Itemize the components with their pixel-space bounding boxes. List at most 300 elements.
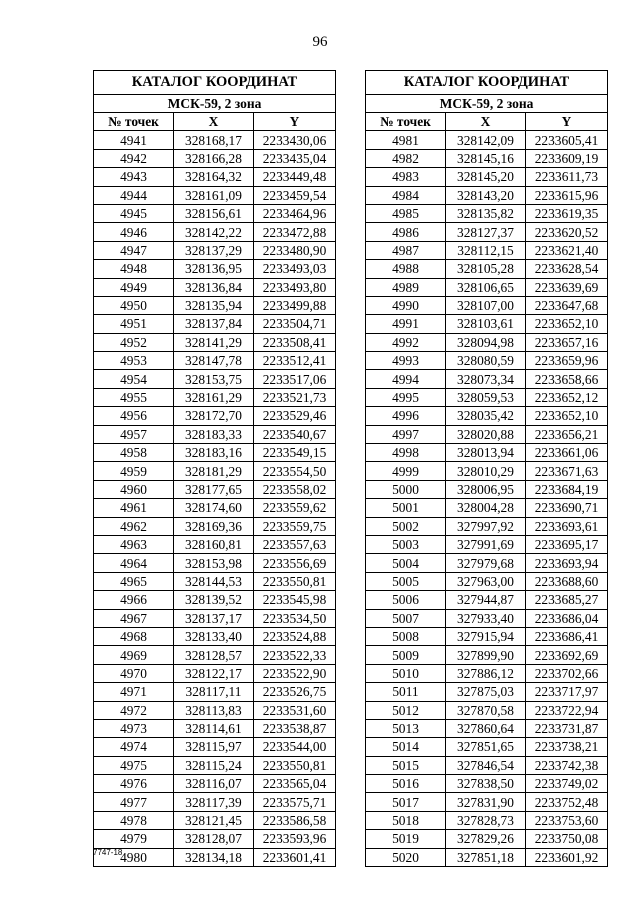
table-row [366, 793, 608, 811]
x-coordinate-cell: 328073,34 [446, 370, 526, 388]
y-coordinate-cell: 2233685,27 [526, 591, 608, 609]
table-row [366, 738, 608, 756]
column-header-point-number: № точек [366, 113, 446, 131]
point-number-cell: 5011 [366, 683, 446, 701]
x-coordinate-cell: 328166,28 [174, 149, 254, 167]
x-coordinate-cell: 328137,29 [174, 241, 254, 259]
y-coordinate-cell: 2233609,19 [526, 149, 608, 167]
table-row [366, 591, 608, 609]
x-coordinate-cell: 328177,65 [174, 480, 254, 498]
point-number-cell: 4973 [94, 719, 174, 737]
table-row [366, 646, 608, 664]
x-coordinate-cell: 328137,84 [174, 315, 254, 333]
point-number-cell: 4994 [366, 370, 446, 388]
table-row [366, 554, 608, 572]
x-coordinate-cell: 328133,40 [174, 627, 254, 645]
x-coordinate-cell: 328142,22 [174, 223, 254, 241]
table-row [94, 793, 336, 811]
point-number-cell: 4947 [94, 241, 174, 259]
x-coordinate-cell: 328121,45 [174, 811, 254, 829]
y-coordinate-cell: 2233557,63 [254, 535, 336, 553]
y-coordinate-cell: 2233549,15 [254, 444, 336, 462]
table-row [366, 499, 608, 517]
table-row [94, 646, 336, 664]
table-row [94, 701, 336, 719]
x-coordinate-cell: 327831,90 [446, 793, 526, 811]
y-coordinate-cell: 2233688,60 [526, 572, 608, 590]
x-coordinate-cell: 328080,59 [446, 352, 526, 370]
x-coordinate-cell: 328059,53 [446, 388, 526, 406]
y-coordinate-cell: 2233565,04 [254, 775, 336, 793]
y-coordinate-cell: 2233538,87 [254, 719, 336, 737]
y-coordinate-cell: 2233753,60 [526, 811, 608, 829]
y-coordinate-cell: 2233686,04 [526, 609, 608, 627]
point-number-cell: 5016 [366, 775, 446, 793]
point-number-cell: 4961 [94, 499, 174, 517]
point-number-cell: 4952 [94, 333, 174, 351]
x-coordinate-cell: 328134,18 [174, 848, 254, 866]
x-coordinate-cell: 328137,17 [174, 609, 254, 627]
point-number-cell: 5003 [366, 535, 446, 553]
table-row [94, 444, 336, 462]
y-coordinate-cell: 2233575,71 [254, 793, 336, 811]
point-number-cell: 5020 [366, 848, 446, 866]
point-number-cell: 4967 [94, 609, 174, 627]
x-coordinate-cell: 328122,17 [174, 664, 254, 682]
catalog-title: КАТАЛОГ КООРДИНАТ [366, 71, 608, 95]
x-coordinate-cell: 328107,00 [446, 296, 526, 314]
y-coordinate-cell: 2233554,50 [254, 462, 336, 480]
x-coordinate-cell: 328136,84 [174, 278, 254, 296]
x-coordinate-cell: 328127,37 [446, 223, 526, 241]
point-number-cell: 4995 [366, 388, 446, 406]
point-number-cell: 5001 [366, 499, 446, 517]
y-coordinate-cell: 2233742,38 [526, 756, 608, 774]
y-coordinate-cell: 2233593,96 [254, 830, 336, 848]
x-coordinate-cell: 328160,81 [174, 535, 254, 553]
x-coordinate-cell: 328135,82 [446, 204, 526, 222]
x-coordinate-cell: 327860,64 [446, 719, 526, 737]
table-row [94, 811, 336, 829]
catalog-subtitle: МСК-59, 2 зона [94, 95, 336, 113]
point-number-cell: 5015 [366, 756, 446, 774]
x-coordinate-cell: 328164,32 [174, 168, 254, 186]
table-row [94, 149, 336, 167]
table-row [366, 775, 608, 793]
point-number-cell: 4997 [366, 425, 446, 443]
point-number-cell: 4987 [366, 241, 446, 259]
x-coordinate-cell: 328161,29 [174, 388, 254, 406]
table-row [366, 388, 608, 406]
y-coordinate-cell: 2233752,48 [526, 793, 608, 811]
point-number-cell: 5005 [366, 572, 446, 590]
y-coordinate-cell: 2233661,06 [526, 444, 608, 462]
catalog-subtitle: МСК-59, 2 зона [366, 95, 608, 113]
y-coordinate-cell: 2233695,17 [526, 535, 608, 553]
table-row [94, 572, 336, 590]
point-number-cell: 4980 [94, 848, 174, 866]
x-coordinate-cell: 328147,78 [174, 352, 254, 370]
table-row [366, 535, 608, 553]
column-header-x: X [174, 113, 254, 131]
point-number-cell: 4955 [94, 388, 174, 406]
y-coordinate-cell: 2233544,00 [254, 738, 336, 756]
y-coordinate-cell: 2233684,19 [526, 480, 608, 498]
table-row [94, 627, 336, 645]
table-row [366, 462, 608, 480]
point-number-cell: 4972 [94, 701, 174, 719]
table-row [94, 664, 336, 682]
y-coordinate-cell: 2233559,62 [254, 499, 336, 517]
point-number-cell: 5000 [366, 480, 446, 498]
point-number-cell: 4948 [94, 260, 174, 278]
table-row [94, 388, 336, 406]
y-coordinate-cell: 2233480,90 [254, 241, 336, 259]
table-row [366, 333, 608, 351]
x-coordinate-cell: 328020,88 [446, 425, 526, 443]
document-code: 7747-18 [93, 848, 123, 857]
x-coordinate-cell: 327851,18 [446, 848, 526, 866]
table-row [366, 168, 608, 186]
table-row [94, 756, 336, 774]
x-coordinate-cell: 328136,95 [174, 260, 254, 278]
x-coordinate-cell: 328174,60 [174, 499, 254, 517]
y-coordinate-cell: 2233671,63 [526, 462, 608, 480]
coordinate-catalog-right [365, 70, 608, 867]
point-number-cell: 4974 [94, 738, 174, 756]
y-coordinate-cell: 2233611,73 [526, 168, 608, 186]
y-coordinate-cell: 2233693,94 [526, 554, 608, 572]
catalog-title: КАТАЛОГ КООРДИНАТ [94, 71, 336, 95]
x-coordinate-cell: 328106,65 [446, 278, 526, 296]
x-coordinate-cell: 328004,28 [446, 499, 526, 517]
y-coordinate-cell: 2233559,75 [254, 517, 336, 535]
point-number-cell: 4944 [94, 186, 174, 204]
point-number-cell: 5017 [366, 793, 446, 811]
point-number-cell: 4960 [94, 480, 174, 498]
table-row [366, 683, 608, 701]
point-number-cell: 5012 [366, 701, 446, 719]
column-header-x: X [446, 113, 526, 131]
table-row [366, 444, 608, 462]
table-row [94, 499, 336, 517]
point-number-cell: 4959 [94, 462, 174, 480]
coordinate-catalog-left [93, 70, 336, 867]
point-number-cell: 4992 [366, 333, 446, 351]
y-coordinate-cell: 2233512,41 [254, 352, 336, 370]
table-row [366, 241, 608, 259]
table-row [366, 204, 608, 222]
y-coordinate-cell: 2233619,35 [526, 204, 608, 222]
y-coordinate-cell: 2233522,90 [254, 664, 336, 682]
table-row [94, 352, 336, 370]
y-coordinate-cell: 2233550,81 [254, 756, 336, 774]
table-row [366, 627, 608, 645]
y-coordinate-cell: 2233534,50 [254, 609, 336, 627]
point-number-cell: 4968 [94, 627, 174, 645]
x-coordinate-cell: 328141,29 [174, 333, 254, 351]
table-row [94, 131, 336, 149]
x-coordinate-cell: 327875,03 [446, 683, 526, 701]
table-row [366, 756, 608, 774]
y-coordinate-cell: 2233493,80 [254, 278, 336, 296]
x-coordinate-cell: 328112,15 [446, 241, 526, 259]
y-coordinate-cell: 2233690,71 [526, 499, 608, 517]
point-number-cell: 4945 [94, 204, 174, 222]
table-row [94, 333, 336, 351]
y-coordinate-cell: 2233556,69 [254, 554, 336, 572]
x-coordinate-cell: 328103,61 [446, 315, 526, 333]
point-number-cell: 5006 [366, 591, 446, 609]
point-number-cell: 4979 [94, 830, 174, 848]
table-row [366, 149, 608, 167]
y-coordinate-cell: 2233540,67 [254, 425, 336, 443]
x-coordinate-cell: 328128,07 [174, 830, 254, 848]
point-number-cell: 4985 [366, 204, 446, 222]
y-coordinate-cell: 2233526,75 [254, 683, 336, 701]
table-row [366, 811, 608, 829]
x-coordinate-cell: 328142,09 [446, 131, 526, 149]
point-number-cell: 4991 [366, 315, 446, 333]
table-row [94, 278, 336, 296]
point-number-cell: 4943 [94, 168, 174, 186]
y-coordinate-cell: 2233524,88 [254, 627, 336, 645]
x-coordinate-cell: 327838,50 [446, 775, 526, 793]
table-row [94, 848, 336, 866]
column-header-point-number: № точек [94, 113, 174, 131]
table-row [94, 775, 336, 793]
table-row [94, 517, 336, 535]
catalog-rows [366, 131, 608, 867]
table-row [366, 370, 608, 388]
point-number-cell: 4999 [366, 462, 446, 480]
y-coordinate-cell: 2233601,41 [254, 848, 336, 866]
y-coordinate-cell: 2233656,21 [526, 425, 608, 443]
table-row [94, 370, 336, 388]
point-number-cell: 5019 [366, 830, 446, 848]
y-coordinate-cell: 2233615,96 [526, 186, 608, 204]
table-row [366, 260, 608, 278]
point-number-cell: 4977 [94, 793, 174, 811]
y-coordinate-cell: 2233652,10 [526, 315, 608, 333]
x-coordinate-cell: 328145,20 [446, 168, 526, 186]
x-coordinate-cell: 328113,83 [174, 701, 254, 719]
table-row [366, 701, 608, 719]
point-number-cell: 5004 [366, 554, 446, 572]
x-coordinate-cell: 328161,09 [174, 186, 254, 204]
point-number-cell: 4978 [94, 811, 174, 829]
y-coordinate-cell: 2233558,02 [254, 480, 336, 498]
table-row [94, 168, 336, 186]
catalog-rows [94, 131, 336, 867]
x-coordinate-cell: 328128,57 [174, 646, 254, 664]
table-row [94, 738, 336, 756]
y-coordinate-cell: 2233508,41 [254, 333, 336, 351]
point-number-cell: 4990 [366, 296, 446, 314]
table-row [94, 407, 336, 425]
table-row [366, 315, 608, 333]
table-row [94, 204, 336, 222]
point-number-cell: 4962 [94, 517, 174, 535]
x-coordinate-cell: 328169,36 [174, 517, 254, 535]
table-row [366, 517, 608, 535]
x-coordinate-cell: 327979,68 [446, 554, 526, 572]
x-coordinate-cell: 327829,26 [446, 830, 526, 848]
table-row [94, 223, 336, 241]
point-number-cell: 4950 [94, 296, 174, 314]
x-coordinate-cell: 328145,16 [446, 149, 526, 167]
x-coordinate-cell: 328181,29 [174, 462, 254, 480]
x-coordinate-cell: 328105,28 [446, 260, 526, 278]
table-row [366, 664, 608, 682]
table-row [94, 609, 336, 627]
point-number-cell: 4942 [94, 149, 174, 167]
point-number-cell: 4983 [366, 168, 446, 186]
y-coordinate-cell: 2233521,73 [254, 388, 336, 406]
point-number-cell: 4958 [94, 444, 174, 462]
x-coordinate-cell: 328116,07 [174, 775, 254, 793]
x-coordinate-cell: 327963,00 [446, 572, 526, 590]
point-number-cell: 4956 [94, 407, 174, 425]
point-number-cell: 4996 [366, 407, 446, 425]
y-coordinate-cell: 2233601,92 [526, 848, 608, 866]
y-coordinate-cell: 2233472,88 [254, 223, 336, 241]
y-coordinate-cell: 2233493,03 [254, 260, 336, 278]
table-row [94, 719, 336, 737]
point-number-cell: 4986 [366, 223, 446, 241]
table-row [366, 830, 608, 848]
y-coordinate-cell: 2233657,16 [526, 333, 608, 351]
table-row [366, 186, 608, 204]
table-row [94, 554, 336, 572]
x-coordinate-cell: 328135,94 [174, 296, 254, 314]
y-coordinate-cell: 2233620,52 [526, 223, 608, 241]
y-coordinate-cell: 2233435,04 [254, 149, 336, 167]
point-number-cell: 4965 [94, 572, 174, 590]
y-coordinate-cell: 2233430,06 [254, 131, 336, 149]
point-number-cell: 5007 [366, 609, 446, 627]
x-coordinate-cell: 327886,12 [446, 664, 526, 682]
y-coordinate-cell: 2233628,54 [526, 260, 608, 278]
point-number-cell: 5014 [366, 738, 446, 756]
table-row [94, 480, 336, 498]
point-number-cell: 5010 [366, 664, 446, 682]
table-row [366, 609, 608, 627]
table-row [94, 591, 336, 609]
table-row [94, 683, 336, 701]
point-number-cell: 4954 [94, 370, 174, 388]
point-number-cell: 4969 [94, 646, 174, 664]
point-number-cell: 4970 [94, 664, 174, 682]
point-number-cell: 4971 [94, 683, 174, 701]
y-coordinate-cell: 2233621,40 [526, 241, 608, 259]
point-number-cell: 4989 [366, 278, 446, 296]
y-coordinate-cell: 2233459,54 [254, 186, 336, 204]
point-number-cell: 4981 [366, 131, 446, 149]
point-number-cell: 4963 [94, 535, 174, 553]
y-coordinate-cell: 2233586,58 [254, 811, 336, 829]
x-coordinate-cell: 328139,52 [174, 591, 254, 609]
y-coordinate-cell: 2233652,12 [526, 388, 608, 406]
point-number-cell: 4957 [94, 425, 174, 443]
y-coordinate-cell: 2233545,98 [254, 591, 336, 609]
page-number: 96 [312, 34, 328, 50]
point-number-cell: 4946 [94, 223, 174, 241]
table-row [366, 848, 608, 866]
point-number-cell: 4976 [94, 775, 174, 793]
x-coordinate-cell: 327991,69 [446, 535, 526, 553]
x-coordinate-cell: 327870,58 [446, 701, 526, 719]
x-coordinate-cell: 328117,11 [174, 683, 254, 701]
y-coordinate-cell: 2233499,88 [254, 296, 336, 314]
point-number-cell: 5013 [366, 719, 446, 737]
y-coordinate-cell: 2233517,06 [254, 370, 336, 388]
point-number-cell: 4964 [94, 554, 174, 572]
x-coordinate-cell: 327915,94 [446, 627, 526, 645]
y-coordinate-cell: 2233652,10 [526, 407, 608, 425]
column-header-y: Y [254, 113, 336, 131]
point-number-cell: 4953 [94, 352, 174, 370]
point-number-cell: 4984 [366, 186, 446, 204]
y-coordinate-cell: 2233750,08 [526, 830, 608, 848]
point-number-cell: 4951 [94, 315, 174, 333]
point-number-cell: 4966 [94, 591, 174, 609]
y-coordinate-cell: 2233731,87 [526, 719, 608, 737]
y-coordinate-cell: 2233531,60 [254, 701, 336, 719]
x-coordinate-cell: 328153,75 [174, 370, 254, 388]
point-number-cell: 5018 [366, 811, 446, 829]
x-coordinate-cell: 328153,98 [174, 554, 254, 572]
x-coordinate-cell: 327828,73 [446, 811, 526, 829]
table-row [94, 462, 336, 480]
table-row [366, 719, 608, 737]
x-coordinate-cell: 327899,90 [446, 646, 526, 664]
table-row [366, 278, 608, 296]
table-row [94, 830, 336, 848]
table-row [94, 425, 336, 443]
y-coordinate-cell: 2233722,94 [526, 701, 608, 719]
x-coordinate-cell: 328114,61 [174, 719, 254, 737]
point-number-cell: 4988 [366, 260, 446, 278]
point-number-cell: 5002 [366, 517, 446, 535]
table-row [94, 186, 336, 204]
point-number-cell: 4941 [94, 131, 174, 149]
table-row [366, 223, 608, 241]
x-coordinate-cell: 327933,40 [446, 609, 526, 627]
table-row [366, 425, 608, 443]
x-coordinate-cell: 328144,53 [174, 572, 254, 590]
x-coordinate-cell: 328115,97 [174, 738, 254, 756]
y-coordinate-cell: 2233529,46 [254, 407, 336, 425]
x-coordinate-cell: 328183,16 [174, 444, 254, 462]
y-coordinate-cell: 2233686,41 [526, 627, 608, 645]
y-coordinate-cell: 2233702,66 [526, 664, 608, 682]
y-coordinate-cell: 2233717,97 [526, 683, 608, 701]
x-coordinate-cell: 327997,92 [446, 517, 526, 535]
point-number-cell: 4975 [94, 756, 174, 774]
x-coordinate-cell: 328013,94 [446, 444, 526, 462]
x-coordinate-cell: 328010,29 [446, 462, 526, 480]
y-coordinate-cell: 2233647,68 [526, 296, 608, 314]
y-coordinate-cell: 2233464,96 [254, 204, 336, 222]
point-number-cell: 5008 [366, 627, 446, 645]
table-row [94, 241, 336, 259]
x-coordinate-cell: 327846,54 [446, 756, 526, 774]
table-row [94, 535, 336, 553]
y-coordinate-cell: 2233692,69 [526, 646, 608, 664]
x-coordinate-cell: 328094,98 [446, 333, 526, 351]
table-row [94, 296, 336, 314]
